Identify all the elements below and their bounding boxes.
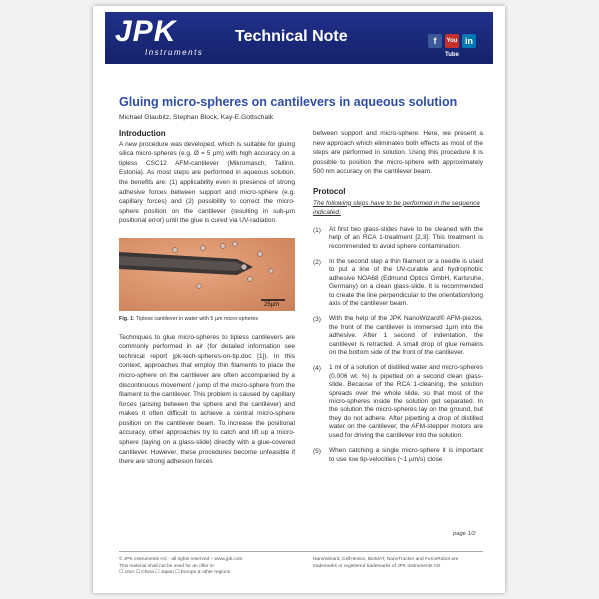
footer-trademark-1: NanoWizard, CellHesion, BioMAT, NanoTracker and ForceRobot are bbox=[313, 557, 459, 562]
right-column bbox=[313, 129, 483, 471]
protocol-heading: Protocol bbox=[313, 186, 346, 196]
step-number: (2) bbox=[313, 258, 321, 266]
footer-trademark-2: trademarks or registered trademarks of JPK Instruments AG bbox=[313, 563, 441, 569]
footer-copyright: © JPK Instruments AG - all rights reserved – www.jpk.com bbox=[119, 557, 243, 562]
footer-offer: This material shall not be used for an offer in: bbox=[119, 563, 215, 569]
step-number: (5) bbox=[313, 448, 321, 456]
footer-regions: ☐ USA ☐ China ☐ Japan ☐ Europe & other regions bbox=[119, 570, 231, 575]
protocol-step bbox=[313, 364, 483, 440]
authors: Michael Glaubitz, Stephan Block, Kay-E.Gottschalk bbox=[119, 114, 274, 121]
youtube-icon[interactable]: You Tube bbox=[445, 34, 459, 48]
footer-divider bbox=[119, 551, 483, 552]
intro-paragraph: A new procedure was developed, which is suitable for gluing silica micro-spheres (e.g. Ø = 5 µm) with high accuracy on a tipless CSC12 AFM-cantilever (Mikromasch, Tallinn, Estonia). As most steps are performed in aqueous solution, the benefits are: (1) applicability even in presence of strong adhesive forces between support and micro-sphere (e.g. capillary forces) and (2) possibility to correct the micro-sphere position on the cantilever (resulting in sub-µm positional error) until the glue is cured via UV-radiation. bbox=[119, 140, 295, 225]
technical-note-label: Technical Note bbox=[235, 28, 348, 45]
cantilever-figure bbox=[119, 238, 295, 311]
facebook-icon[interactable]: f bbox=[428, 34, 442, 48]
logo-subtitle: Instruments bbox=[145, 48, 204, 57]
intro-heading: Introduction bbox=[119, 129, 166, 138]
step-number: (1) bbox=[313, 226, 321, 234]
document-page bbox=[93, 6, 505, 593]
protocol-step bbox=[313, 226, 483, 251]
step-number: (3) bbox=[313, 316, 321, 324]
figure-caption bbox=[119, 315, 295, 325]
protocol-step bbox=[313, 315, 483, 357]
intro-paragraph-2-cont: between support and micro-sphere. Here, we present a new approach which eliminates both effects as most of the steps are performed in solution. Using this procedure it is possible to position the micro-sphere with approximately 500 nm accuracy on the cantilever beam. bbox=[313, 130, 483, 176]
scale-bar-label: 25µm bbox=[264, 301, 280, 308]
footer-left bbox=[119, 557, 299, 577]
step-text: 1 ml of a solution of distilled water and micro-spheres (0.006 wt. %) is pipetted on a second clean glass-slide. Because of the RCA 1-cleaning, the solution spreads over the whole slide, so that most of the micro-spheres inside the solution get separated. In the solution the micro-spheres lay on the ground, but they do not adhere. After pipetting a drop of distilled water on the cantilever, the AFM-stepper motors are used for driving the cantilever into the solution. bbox=[329, 364, 483, 439]
page-number: page 1/2 bbox=[453, 531, 476, 537]
protocol-note: The following steps have to be performed in the sequence indicated: bbox=[313, 199, 480, 217]
header-banner bbox=[105, 12, 493, 64]
document-title: Gluing micro-spheres on cantilevers in aqueous solution bbox=[119, 95, 458, 109]
left-column bbox=[119, 129, 295, 467]
protocol-step bbox=[313, 258, 483, 308]
step-text: With the help of the JPK NanoWizard® AFM-piezos, the front of the cantilever is immersed 1µm into the adhesive. After 1 second of indentation, the cantilever is retracted. A small drop of glue remains on the bottom side of the front of the cantilever. bbox=[329, 315, 483, 357]
footer-right bbox=[313, 557, 483, 570]
jpk-logo: JPK bbox=[115, 15, 177, 48]
step-number: (4) bbox=[313, 365, 321, 373]
linkedin-icon[interactable]: in bbox=[462, 34, 476, 48]
figure-caption-text: : Tipless cantilever in water with 5 µm micro-spheres bbox=[133, 315, 259, 322]
intro-paragraph-2: Techniques to glue micro-spheres to tipless cantilevers are commonly performed in air (for detailed information see technical report jpk-tech-spheres-on-tip.doc [1]). In this context, approaches that employ thin filaments to place the micro-sphere on the cantilever are often accompanied by a discontinuous movement / jump of the micro-sphere from the filament to the cantilever. This problem is caused by capillary forces (arising between the sphere and the cantilever) and makes it often difficult to achieve a central micro-sphere position on the cantilever beam. To increase the positional accuracy, other approaches try to catch and lift up a micro-sphere (laying on a glass-slide) directly with a glue-covered cantilever. However, these procedures become unfeasible if there are strong adhesion forces bbox=[119, 333, 295, 466]
step-text: When catching a single micro-sphere it is important to use low tip-velocities (~1 µm/s) close bbox=[329, 447, 483, 463]
step-text: In the second step a thin filament or a needle is used to put a line of the UV-curable and hydrophobic adhesive NOA68 (Edmund Optics GmbH, Karlsruhe, Germany) on a clean glass-slide. It is recommended to create the line perpendicular to the orientation/long axis of the cantilever beam. bbox=[329, 257, 483, 307]
protocol-step bbox=[313, 447, 483, 464]
figure-caption-number: Fig. 1 bbox=[119, 315, 134, 322]
step-text: At first two glass-slides have to be cleaned with the help of an RCA 1-treatment [2,3]. This treatment is recommended to avoid sphere contamination. bbox=[329, 225, 483, 250]
